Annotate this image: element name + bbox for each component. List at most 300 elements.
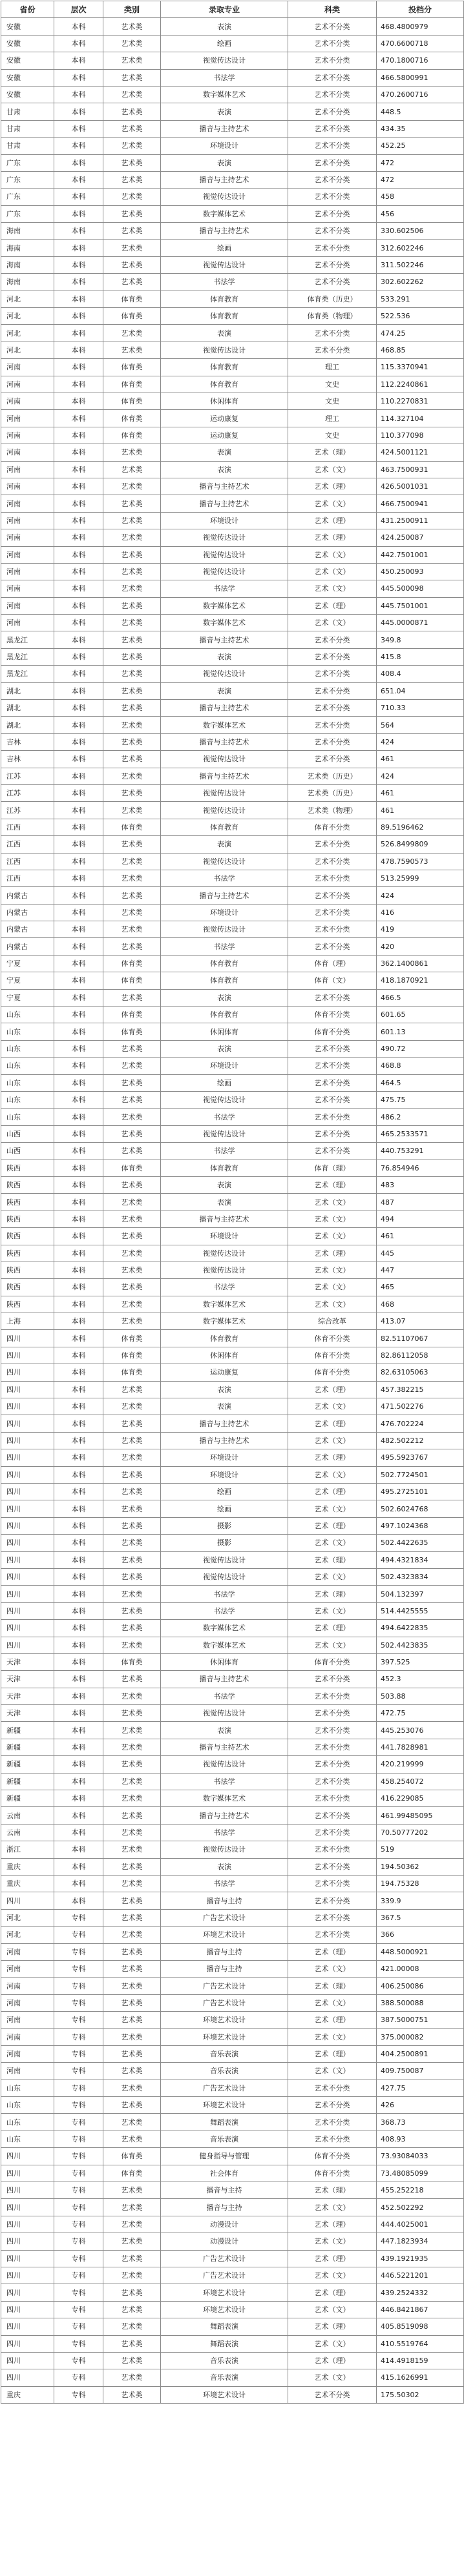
cell-province: 江苏 [1,768,54,784]
cell-major: 体育教育 [161,1160,288,1176]
table-row [1,86,464,103]
table-row [1,103,464,120]
cell-category: 艺术类 [103,1671,161,1688]
cell-score: 464.5 [377,1074,464,1091]
cell-category: 艺术类 [103,1466,161,1483]
cell-subject-type: 艺术（文） [288,495,377,512]
table-row [1,1483,464,1500]
cell-category: 艺术类 [103,1143,161,1160]
cell-subject-type: 艺术（理） [288,597,377,614]
cell-major: 环境艺术设计 [161,2097,288,2114]
table-row [1,1415,464,1432]
cell-major: 书法学 [161,1875,288,1892]
cell-province: 内蒙古 [1,938,54,955]
cell-score: 504.132397 [377,1586,464,1602]
cell-category: 艺术类 [103,2097,161,2114]
table-row [1,1824,464,1841]
cell-level: 本科 [54,1432,103,1449]
cell-category: 艺术类 [103,512,161,529]
header-subject-type: 科类 [288,1,377,18]
cell-score: 362.1400861 [377,955,464,972]
cell-province: 重庆 [1,1875,54,1892]
cell-level: 本科 [54,853,103,870]
cell-major: 摄影 [161,1535,288,1551]
cell-subject-type: 艺术（理） [288,2284,377,2301]
cell-province: 山东 [1,2131,54,2147]
cell-level: 本科 [54,240,103,256]
cell-category: 艺术类 [103,1517,161,1534]
table-row [1,1892,464,1909]
cell-subject-type: 艺术不分类 [288,1841,377,1858]
cell-major: 视觉传达设计 [161,342,288,358]
cell-level: 本科 [54,1143,103,1160]
cell-province: 山东 [1,1058,54,1074]
cell-major: 视觉传达设计 [161,1568,288,1585]
cell-level: 本科 [54,69,103,86]
cell-subject-type: 艺术（理） [288,512,377,529]
cell-major: 播音与主持艺术 [161,1807,288,1824]
cell-subject-type: 艺术（文） [288,1398,377,1415]
cell-category: 艺术类 [103,2012,161,2029]
cell-category: 体育类 [103,1653,161,1670]
cell-category: 艺术类 [103,1705,161,1722]
cell-level: 本科 [54,1705,103,1722]
cell-province: 宁夏 [1,972,54,989]
cell-major: 绘画 [161,1483,288,1500]
cell-level: 本科 [54,1875,103,1892]
table-row [1,189,464,205]
cell-level: 本科 [54,376,103,393]
cell-province: 山东 [1,1109,54,1125]
cell-province: 河南 [1,1943,54,1960]
cell-category: 艺术类 [103,2335,161,2352]
cell-subject-type: 艺术（文） [288,1211,377,1227]
cell-level: 专科 [54,2335,103,2352]
cell-subject-type: 艺术不分类 [288,2386,377,2403]
cell-subject-type: 艺术不分类 [288,1824,377,1841]
cell-level: 本科 [54,1517,103,1534]
cell-major: 视觉传达设计 [161,921,288,938]
table-row [1,1074,464,1091]
cell-category: 艺术类 [103,1739,161,1755]
cell-score: 416 [377,904,464,921]
table-row [1,2250,464,2267]
table-row [1,1722,464,1739]
cell-score: 461 [377,802,464,819]
cell-category: 艺术类 [103,2352,161,2369]
cell-score: 461.99485095 [377,1807,464,1824]
cell-score: 110.377098 [377,427,464,444]
cell-province: 广东 [1,171,54,188]
cell-subject-type: 艺术（文） [288,1500,377,1517]
cell-province: 新疆 [1,1773,54,1790]
table-row [1,35,464,52]
cell-province: 江西 [1,853,54,870]
cell-major: 体育教育 [161,308,288,325]
table-row [1,1449,464,1466]
table-row [1,52,464,69]
cell-major: 表演 [161,648,288,665]
cell-score: 450.250093 [377,563,464,580]
cell-level: 本科 [54,1347,103,1364]
cell-category: 艺术类 [103,597,161,614]
cell-category: 艺术类 [103,615,161,631]
cell-level: 专科 [54,1994,103,2011]
cell-province: 四川 [1,1637,54,1653]
cell-score: 420 [377,938,464,955]
cell-score: 419 [377,921,464,938]
cell-subject-type: 艺术（理） [288,1586,377,1602]
table-row [1,2284,464,2301]
cell-score: 456 [377,205,464,222]
cell-major: 播音与主持艺术 [161,887,288,904]
table-row [1,597,464,614]
cell-category: 艺术类 [103,2386,161,2403]
cell-subject-type: 体育（理） [288,1160,377,1176]
table-row [1,325,464,342]
cell-score: 513.25999 [377,870,464,886]
table-row [1,512,464,529]
cell-subject-type: 艺术不分类 [288,1092,377,1109]
cell-subject-type: 艺术（文） [288,1466,377,1483]
table-row [1,1568,464,1585]
cell-level: 本科 [54,171,103,188]
cell-level: 本科 [54,1228,103,1245]
cell-category: 艺术类 [103,120,161,137]
cell-category: 艺术类 [103,2080,161,2096]
cell-province: 四川 [1,1586,54,1602]
cell-province: 四川 [1,1535,54,1551]
cell-subject-type: 文史 [288,393,377,409]
cell-score: 458.254072 [377,1773,464,1790]
cell-province: 四川 [1,1432,54,1449]
cell-province: 四川 [1,2284,54,2301]
cell-major: 播音与主持艺术 [161,631,288,648]
cell-category: 艺术类 [103,768,161,784]
cell-score: 468.8 [377,1058,464,1074]
cell-province: 河南 [1,512,54,529]
table-row [1,1040,464,1057]
cell-province: 四川 [1,2250,54,2267]
cell-score: 175.50302 [377,2386,464,2403]
cell-province: 河北 [1,308,54,325]
cell-subject-type: 艺术不分类 [288,904,377,921]
cell-category: 体育类 [103,376,161,393]
cell-category: 艺术类 [103,1109,161,1125]
cell-category: 艺术类 [103,529,161,546]
cell-major: 表演 [161,1381,288,1398]
cell-province: 四川 [1,2233,54,2250]
cell-province: 山西 [1,1143,54,1160]
cell-score: 502.6024768 [377,1500,464,1517]
cell-category: 艺术类 [103,1841,161,1858]
cell-province: 海南 [1,274,54,291]
cell-province: 四川 [1,2182,54,2199]
cell-level: 本科 [54,1535,103,1551]
cell-level: 本科 [54,700,103,717]
cell-category: 艺术类 [103,921,161,938]
cell-level: 专科 [54,2233,103,2250]
cell-category: 艺术类 [103,784,161,801]
table-row [1,870,464,886]
cell-score: 440.753291 [377,1143,464,1160]
cell-score: 339.9 [377,1892,464,1909]
cell-province: 河北 [1,342,54,358]
cell-level: 专科 [54,2012,103,2029]
cell-province: 海南 [1,256,54,273]
cell-major: 书法学 [161,69,288,86]
cell-category: 艺术类 [103,1245,161,1262]
cell-level: 本科 [54,410,103,427]
cell-subject-type: 艺术（文） [288,1228,377,1245]
cell-major: 数字媒体艺术 [161,1313,288,1330]
cell-major: 数字媒体艺术 [161,1620,288,1637]
cell-category: 体育类 [103,2148,161,2165]
cell-category: 艺术类 [103,938,161,955]
cell-level: 专科 [54,2131,103,2147]
cell-major: 环境设计 [161,1449,288,1466]
cell-province: 河南 [1,597,54,614]
cell-major: 书法学 [161,938,288,955]
cell-level: 专科 [54,2301,103,2318]
cell-category: 艺术类 [103,495,161,512]
cell-level: 本科 [54,478,103,495]
cell-category: 艺术类 [103,682,161,699]
cell-level: 本科 [54,103,103,120]
table-row [1,1705,464,1722]
cell-subject-type: 理工 [288,359,377,376]
cell-score: 82.51107067 [377,1330,464,1347]
cell-subject-type: 艺术不分类 [288,1688,377,1704]
cell-category: 艺术类 [103,274,161,291]
cell-subject-type: 艺术不分类 [288,256,377,273]
cell-province: 陕西 [1,1296,54,1313]
table-row [1,1211,464,1227]
cell-province: 安徽 [1,86,54,103]
cell-score: 472.75 [377,1705,464,1722]
cell-level: 专科 [54,1978,103,1994]
cell-level: 专科 [54,2165,103,2182]
cell-province: 河南 [1,410,54,427]
table-row [1,1092,464,1109]
cell-province: 四川 [1,1449,54,1466]
cell-subject-type: 艺术不分类 [288,69,377,86]
cell-score: 482.502212 [377,1432,464,1449]
cell-subject-type: 艺术不分类 [288,2131,377,2147]
cell-province: 河南 [1,478,54,495]
header-level: 层次 [54,1,103,18]
cell-major: 体育教育 [161,972,288,989]
cell-major: 视觉传达设计 [161,1092,288,1109]
cell-category: 艺术类 [103,802,161,819]
cell-score: 424 [377,733,464,750]
header-score: 投档分 [377,1,464,18]
cell-province: 浙江 [1,1841,54,1858]
cell-subject-type: 艺术（理） [288,2318,377,2335]
cell-subject-type: 艺术不分类 [288,1773,377,1790]
cell-province: 四川 [1,1415,54,1432]
cell-category: 艺术类 [103,1125,161,1142]
cell-subject-type: 体育不分类 [288,2165,377,2182]
cell-category: 艺术类 [103,1620,161,1637]
cell-province: 天津 [1,1671,54,1688]
cell-subject-type: 艺术不分类 [288,1875,377,1892]
cell-major: 播音与主持艺术 [161,768,288,784]
cell-level: 本科 [54,768,103,784]
table-row [1,1790,464,1807]
cell-level: 本科 [54,120,103,137]
cell-category: 艺术类 [103,1228,161,1245]
table-row [1,376,464,393]
cell-province: 陕西 [1,1211,54,1227]
table-row [1,2097,464,2114]
table-row [1,1347,464,1364]
cell-subject-type: 艺术不分类 [288,205,377,222]
cell-province: 广东 [1,205,54,222]
cell-score: 502.4323834 [377,1568,464,1585]
cell-major: 书法学 [161,1773,288,1790]
cell-subject-type: 艺术不分类 [288,921,377,938]
table-row [1,1927,464,1943]
cell-score: 452.3 [377,1671,464,1688]
cell-subject-type: 艺术不分类 [288,1790,377,1807]
cell-level: 专科 [54,2045,103,2062]
cell-subject-type: 艺术（文） [288,2029,377,2045]
cell-province: 四川 [1,1483,54,1500]
cell-level: 本科 [54,904,103,921]
cell-major: 环境艺术设计 [161,2301,288,2318]
cell-level: 本科 [54,1176,103,1193]
cell-level: 本科 [54,819,103,835]
cell-major: 运动康复 [161,410,288,427]
table-row [1,1620,464,1637]
cell-score: 497.1024368 [377,1517,464,1534]
cell-province: 新疆 [1,1739,54,1755]
cell-major: 视觉传达设计 [161,529,288,546]
cell-category: 艺术类 [103,1296,161,1313]
cell-major: 播音与主持 [161,1943,288,1960]
table-row [1,1296,464,1313]
cell-major: 表演 [161,682,288,699]
table-row [1,1637,464,1653]
cell-major: 环境设计 [161,904,288,921]
cell-subject-type: 艺术不分类 [288,887,377,904]
cell-level: 本科 [54,1040,103,1057]
cell-category: 艺术类 [103,666,161,682]
cell-province: 山东 [1,1023,54,1040]
cell-level: 本科 [54,1568,103,1585]
table-row [1,1602,464,1619]
table-row [1,2063,464,2080]
cell-level: 本科 [54,1398,103,1415]
cell-score: 115.3370941 [377,359,464,376]
cell-level: 本科 [54,205,103,222]
cell-category: 艺术类 [103,18,161,35]
cell-score: 444.4025001 [377,2216,464,2233]
cell-province: 四川 [1,1364,54,1381]
cell-province: 四川 [1,1347,54,1364]
cell-province: 四川 [1,1466,54,1483]
cell-score: 112.2240861 [377,376,464,393]
cell-score: 465.2533571 [377,1125,464,1142]
cell-score: 466.7500941 [377,495,464,512]
cell-subject-type: 艺术（理） [288,444,377,461]
cell-province: 湖北 [1,717,54,733]
cell-score: 468 [377,1296,464,1313]
cell-level: 本科 [54,1483,103,1500]
cell-level: 专科 [54,2148,103,2165]
table-row [1,1058,464,1074]
cell-score: 413.07 [377,1313,464,1330]
cell-level: 本科 [54,921,103,938]
cell-level: 专科 [54,2318,103,2335]
cell-level: 专科 [54,2182,103,2199]
cell-major: 播音与主持艺术 [161,733,288,750]
cell-subject-type: 艺术不分类 [288,853,377,870]
cell-category: 艺术类 [103,546,161,563]
cell-category: 艺术类 [103,1586,161,1602]
cell-province: 新疆 [1,1722,54,1739]
cell-major: 播音与主持艺术 [161,478,288,495]
cell-subject-type: 艺术不分类 [288,1040,377,1057]
cell-category: 艺术类 [103,103,161,120]
cell-subject-type: 艺术不分类 [288,86,377,103]
cell-level: 本科 [54,1211,103,1227]
cell-level: 本科 [54,325,103,342]
table-row [1,1398,464,1415]
cell-major: 书法学 [161,1824,288,1841]
cell-level: 本科 [54,887,103,904]
cell-category: 艺术类 [103,1432,161,1449]
cell-province: 河北 [1,325,54,342]
cell-major: 数字媒体艺术 [161,1637,288,1653]
cell-province: 黑龙江 [1,631,54,648]
cell-level: 本科 [54,86,103,103]
cell-subject-type: 艺术不分类 [288,1927,377,1943]
cell-category: 艺术类 [103,205,161,222]
cell-subject-type: 艺术（文） [288,2233,377,2250]
cell-category: 艺术类 [103,1535,161,1551]
table-row [1,1023,464,1040]
cell-subject-type: 艺术不分类 [288,1756,377,1773]
cell-subject-type: 艺术不分类 [288,1671,377,1688]
cell-major: 广告艺术设计 [161,2267,288,2284]
cell-score: 420.219999 [377,1756,464,1773]
cell-major: 书法学 [161,1586,288,1602]
cell-score: 441.7828981 [377,1739,464,1755]
table-row [1,700,464,717]
cell-major: 播音与主持艺术 [161,1671,288,1688]
cell-major: 播音与主持 [161,2199,288,2216]
table-row [1,1773,464,1790]
cell-subject-type: 艺术（文） [288,1194,377,1211]
cell-level: 本科 [54,1671,103,1688]
cell-level: 本科 [54,189,103,205]
table-row [1,631,464,648]
table-row [1,751,464,768]
cell-level: 本科 [54,1841,103,1858]
cell-major: 书法学 [161,1109,288,1125]
cell-score: 466.5 [377,989,464,1006]
cell-major: 广告艺术设计 [161,2080,288,2096]
table-row [1,1994,464,2011]
cell-score: 522.536 [377,308,464,325]
cell-level: 本科 [54,648,103,665]
cell-score: 194.75328 [377,1875,464,1892]
table-row [1,768,464,784]
cell-major: 体育教育 [161,359,288,376]
cell-level: 本科 [54,1364,103,1381]
